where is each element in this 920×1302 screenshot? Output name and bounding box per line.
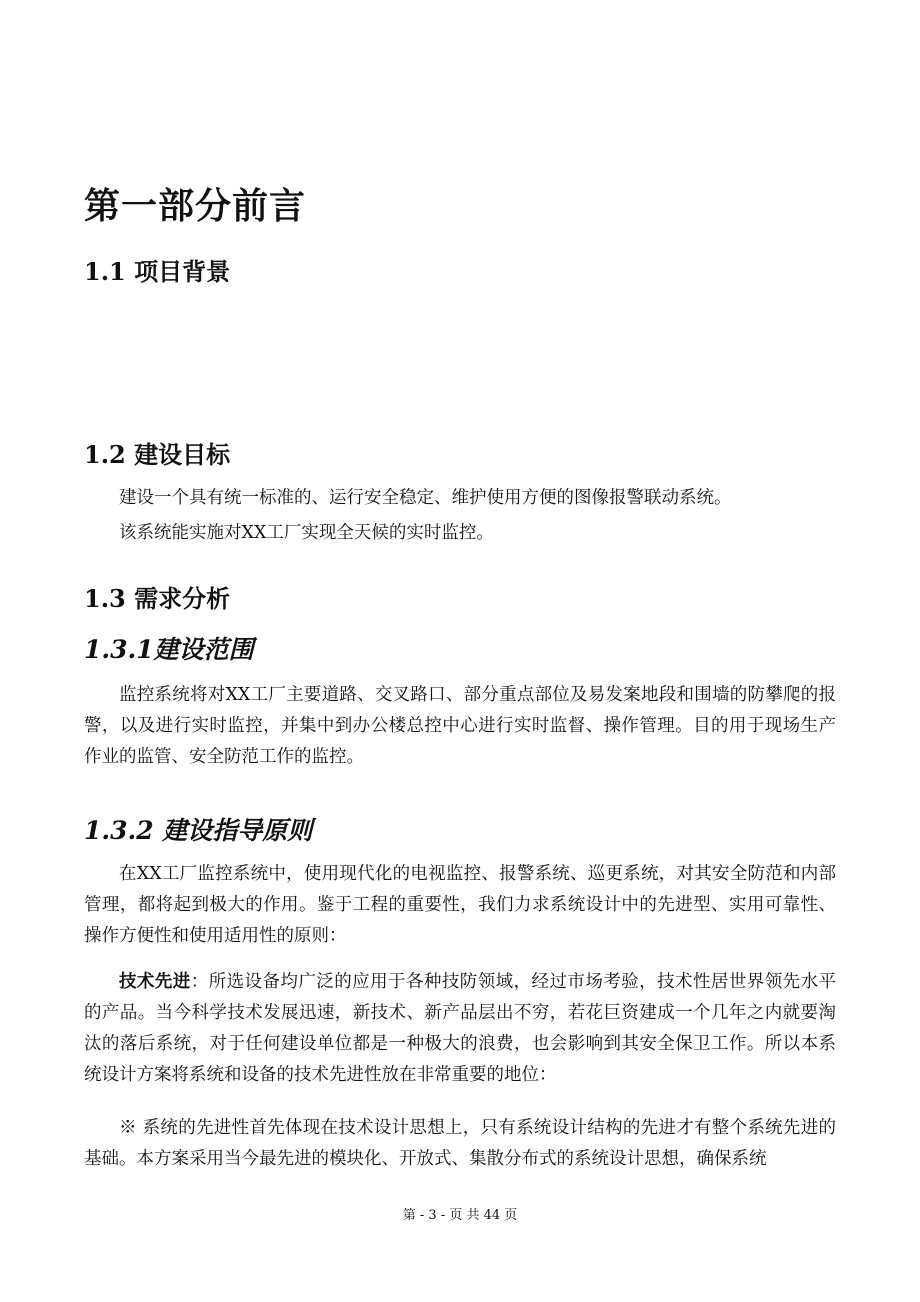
section-heading-1-1: 1.1 项目背景: [84, 257, 231, 286]
section-1-3-1-paragraph: 监控系统将对XX工厂主要道路、交叉路口、部分重点部位及易发案地段和围墙的防攀爬的报警，以及进行实时监控，并集中到办公楼总控中心进行实时监督、操作管理。目的用于现场生产作业的监管、安全防范工作的监控。: [84, 685, 836, 767]
section-1-3-2-paragraph-1: 在XX工厂监控系统中，使用现代化的电视监控、报警系统、巡更系统，对其安全防范和内部管理，都将起到极大的作用。鉴于工程的重要性，我们力求系统设计中的先进型、实用可靠性、操作方便性和使用适用性的原则：: [84, 864, 836, 946]
chapter-title: 第一部分前言: [84, 185, 307, 227]
section-1-2-paragraph-1: 建设一个具有统一标准的、运行安全稳定、维护使用方便的图像报警联动系统。: [119, 488, 732, 508]
technology-advanced-label: 技术先进: [119, 972, 191, 992]
section-1-2-paragraph-2: 该系统能实施对XX工厂实现全天候的实时监控。: [119, 523, 494, 543]
subsection-heading-1-3-2: 1.3.2 建设指导原则: [84, 816, 313, 845]
page-footer: 第 - 3 - 页 共 44 页: [402, 1208, 518, 1223]
technology-advanced-text: ：所选设备均广泛的应用于各种技防领域，经过市场考验，技术性居世界领先水平的产品。当今科学技术发展迅速，新技术、新产品层出不穷，若花巨资建成一个几年之内就要淘汰的落后系统，对于任何建设单位都是一种极大的浪费，也会影响到其安全保卫工作。所以本系统设计方案将系统和设备的技术先进性放在非常重要的地位：: [84, 972, 837, 1085]
subsection-heading-1-3-1: 1.3.1建设范围: [84, 635, 254, 664]
section-heading-1-3: 1.3 需求分析: [84, 584, 231, 613]
section-heading-1-2: 1.2 建设目标: [84, 440, 231, 469]
section-1-3-2-paragraph-2: [84, 967, 836, 1091]
section-1-3-2-paragraph-3: ※ 系统的先进性首先体现在技术设计思想上，只有系统设计结构的先进才有整个系统先进的基础。本方案采用当今最先进的模块化、开放式、集散分布式的系统设计思想，确保系统: [84, 1118, 836, 1169]
